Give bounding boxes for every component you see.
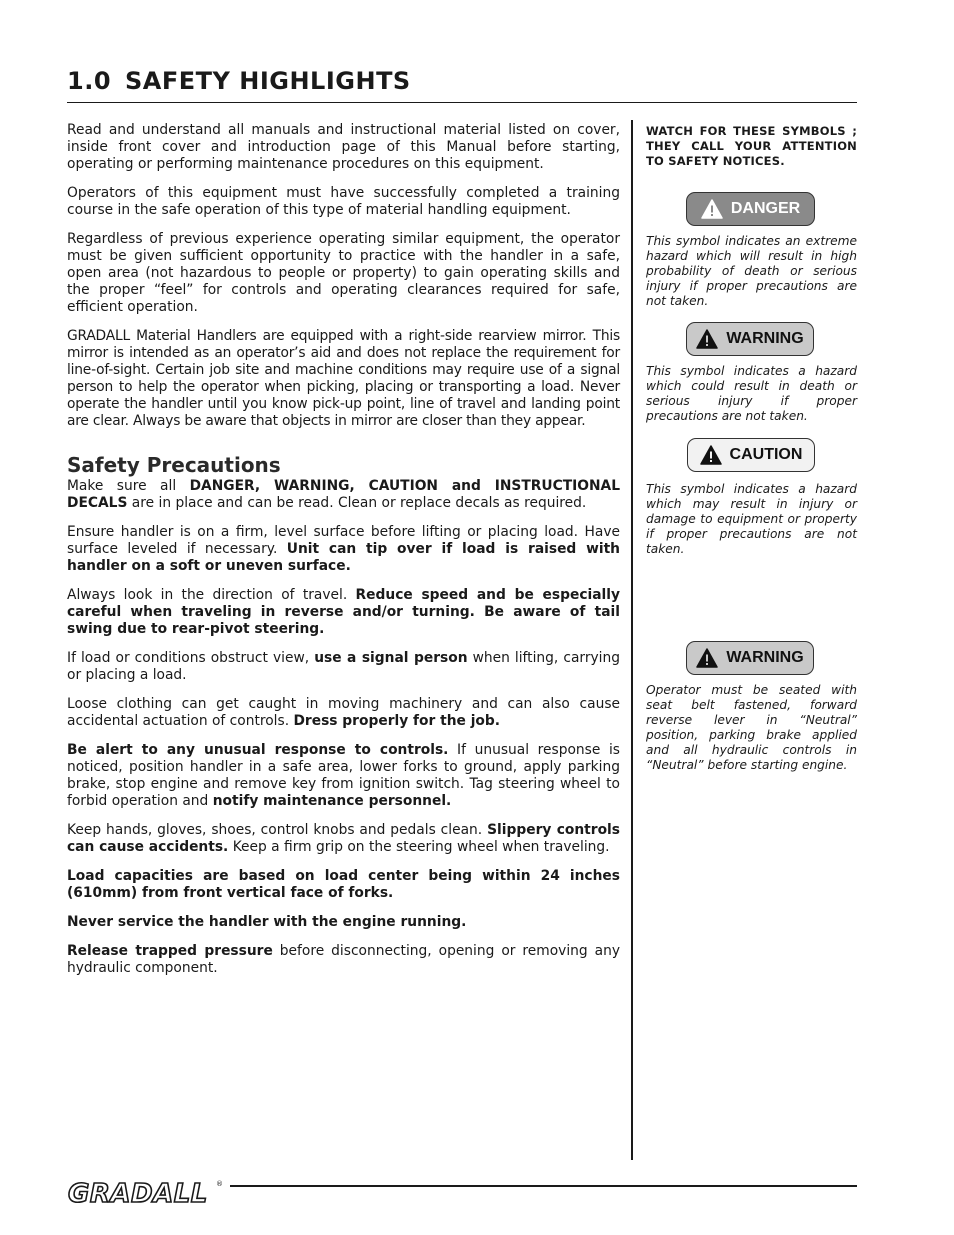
precaution-paragraph: Loose clothing can get caught in moving machinery and can also cause accidental actuation of controls. Dress properly for the job. <box>67 696 620 729</box>
warning-triangle-icon <box>700 445 722 465</box>
section-number: 1.0 <box>67 67 112 95</box>
intro-paragraph: Regardless of previous experience operating similar equipment, the operator must be given sufficient opportunity to practice with the handler in a safe, open area (not hazardous to people or property) to gain operating skills and the proper “feel” for controls and operating clearances required for safe, efficient operation. <box>67 231 620 315</box>
warning-triangle-icon <box>701 199 723 219</box>
precaution-paragraph: Always look in the direction of travel. Reduce speed and be especially careful when traveling in reverse and/or turning. Be aware of tail swing due to rear-pivot steering. <box>67 587 620 637</box>
warning-label: WARNING <box>726 649 804 666</box>
precaution-paragraph: If load or conditions obstruct view, use a signal person when lifting, carrying or placing a load. <box>67 650 620 683</box>
danger-description: This symbol indicates an extreme hazard which will result in high probability of death or serious injury if proper precautions are not taken. <box>646 234 857 308</box>
danger-badge <box>686 192 815 226</box>
intro-paragraph: Operators of this equipment must have successfully completed a training course in the safe operation of this type of material handling equipment. <box>67 185 620 218</box>
main-column <box>67 122 620 989</box>
caution-label: CAUTION <box>729 446 803 463</box>
precaution-paragraph: Load capacities are based on load center being within 24 inches (610mm) from front vertical face of forks. <box>67 868 620 901</box>
warning-description: This symbol indicates a hazard which could result in death or serious injury if proper precautions are not taken. <box>646 364 857 423</box>
svg-text:®: ® <box>216 1180 223 1188</box>
warning-triangle-icon <box>696 329 718 349</box>
precaution-paragraph: Never service the handler with the engine running. <box>67 914 467 930</box>
column-divider <box>631 120 633 1160</box>
gradall-logo <box>66 1176 224 1206</box>
precaution-paragraph: Be alert to any unusual response to controls. If unusual response is noticed, position handler in a safe area, lower forks to ground, apply parking brake, stop engine and remove key from ignition switch. Tag steering wheel to forbid operation and notify maintenance personnel. <box>67 742 620 809</box>
danger-label: DANGER <box>730 200 801 217</box>
warning-label: WARNING <box>726 330 804 347</box>
section-heading: Safety Precautions <box>67 453 281 477</box>
precaution-paragraph: Ensure handler is on a firm, level surface before lifting or placing load. Have surface leveled if necessary. Unit can tip over if load is raised with handler on a soft or uneven surface. <box>67 524 621 574</box>
page-title: SAFETY HIGHLIGHTS <box>125 67 411 95</box>
sidebar-heading: WATCH FOR THESE SYMBOLS ; THEY CALL YOUR ATTENTION TO SAFETY NOTICES. <box>646 124 857 168</box>
svg-text:GRADALL: GRADALL <box>68 1179 208 1206</box>
precaution-paragraph: Release trapped pressure before disconnecting, opening or removing any hydraulic component. <box>67 943 620 976</box>
precaution-paragraph: Keep hands, gloves, shoes, control knobs and pedals clean. Slippery controls can cause accidents. Keep a firm grip on the steering wheel when traveling. <box>67 822 620 855</box>
symbol-sidebar <box>646 124 857 772</box>
intro-paragraph: Read and understand all manuals and instructional material listed on cover, inside front cover and introduction page of this Manual before starting, operating or performing maintenance procedures on this equipment. <box>67 122 620 172</box>
precaution-paragraph: Make sure all DANGER, WARNING, CAUTION and INSTRUCTIONAL DECALS are in place and can be read. Clean or replace decals as required. <box>67 478 620 511</box>
page-header <box>67 62 857 103</box>
intro-paragraph: GRADALL Material Handlers are equipped with a right-side rearview mirror. This mirror is intended as an operator’s aid and does not replace the requirement for line-of-sight. Certain job site and machine conditions may require use of a signal person to help the operator when picking, placing or transporting a load. Never operate the handler until you know pick-up point, line of travel and landing point are clear. Always be aware that objects in mirror are closer than they appear. <box>67 328 620 429</box>
caution-badge <box>687 438 815 472</box>
operator-warning-description: Operator must be seated with seat belt fastened, forward reverse lever in “Neutral” position, parking brake applied and all hydraulic controls in “Neutral” before starting engine. <box>646 683 857 772</box>
caution-description: This symbol indicates a hazard which may result in injury or damage to equipment or property if proper precautions are not taken. <box>646 482 857 556</box>
warning-badge <box>686 322 814 356</box>
footer-rule <box>230 1185 857 1187</box>
warning-triangle-icon <box>696 648 718 668</box>
warning-badge <box>686 641 814 675</box>
